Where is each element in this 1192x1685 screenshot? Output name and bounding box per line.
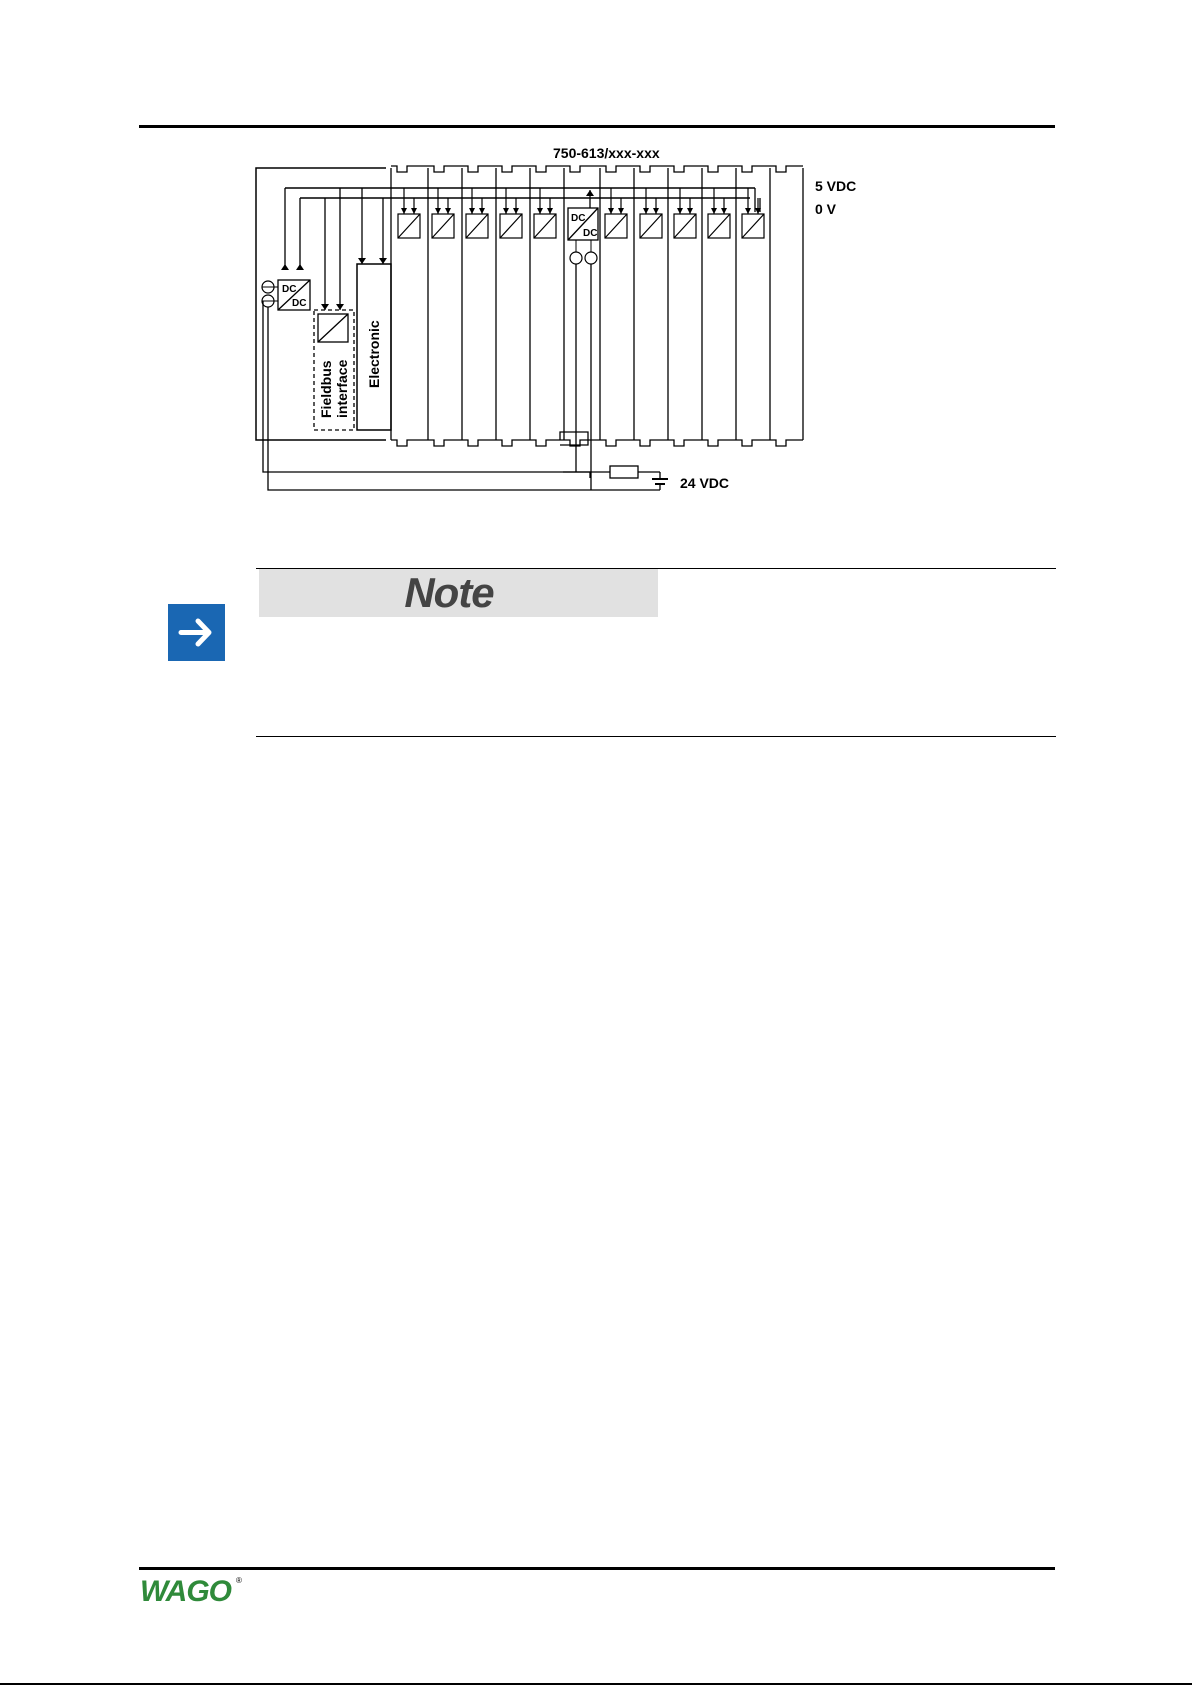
coupler-dc-bottom-label: DC [292,298,307,309]
supply-dc-top-label: DC [571,213,586,224]
wago-logo [140,1573,250,1607]
wago-logo-text: WAGO [140,1575,231,1607]
fieldbus-label-line1: Fieldbus [318,360,334,418]
power-supply-diagram [0,0,1192,520]
io-module-block [742,188,764,238]
supply-dc-bottom-label: DC [583,228,598,239]
label-0v: 0 V [815,201,837,217]
note-banner [259,569,658,617]
bus-rail [391,440,803,446]
io-module-block [398,188,420,238]
io-module-block [605,188,627,238]
note-title: Note [404,569,494,616]
arrow-right-icon [168,604,225,661]
bus-rail [391,166,803,172]
electronic-label: Electronic [366,320,382,388]
wago-registered-mark: ® [236,1576,242,1585]
part-number-label: 750-613/xxx-xxx [553,145,660,161]
io-module-block [534,188,556,238]
coupler-dc-top-label: DC [282,284,297,295]
io-module-block [466,188,488,238]
label-5vdc: 5 VDC [815,178,857,194]
fuse [610,466,638,478]
io-module-block [640,188,662,238]
fieldbus-label-line2: interface [334,359,350,418]
io-module-block [708,188,730,238]
io-module-block [500,188,522,238]
footer-rule [139,1567,1055,1570]
io-module-block [432,188,454,238]
label-24vdc: 24 VDC [680,475,730,491]
note-bottom-rule [256,736,1056,737]
io-module-block [674,188,696,238]
